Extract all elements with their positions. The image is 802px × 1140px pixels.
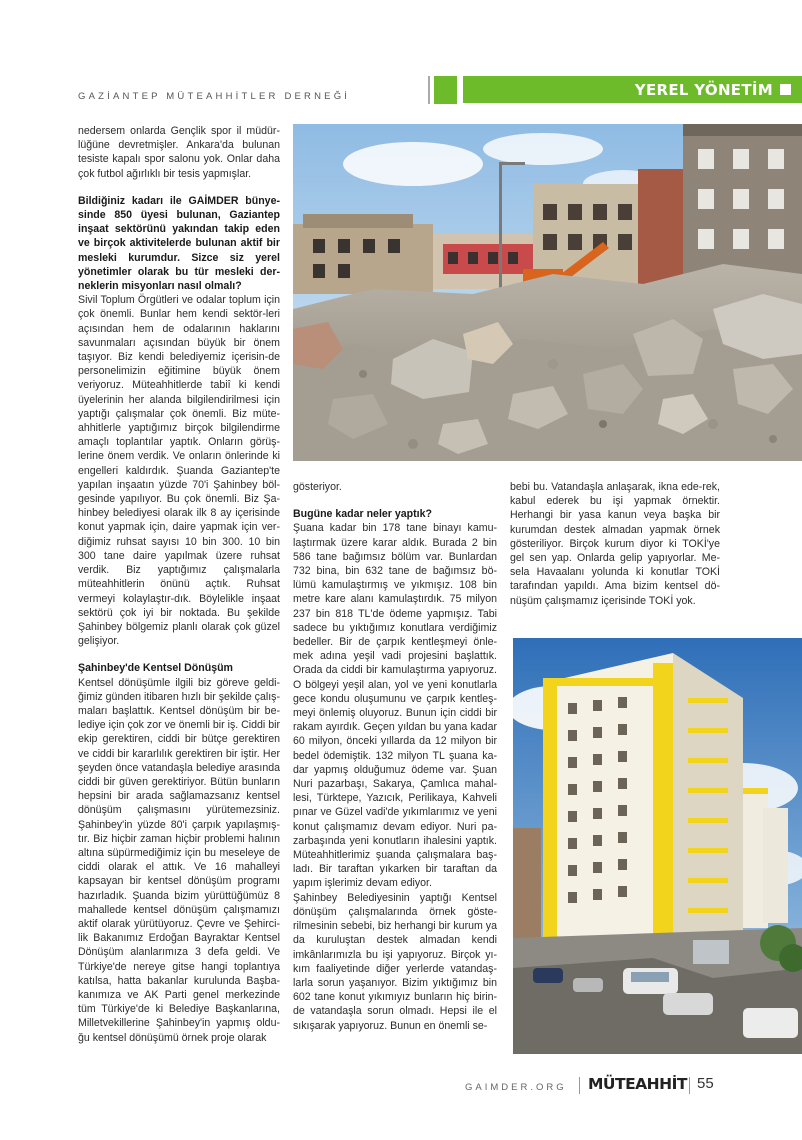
square-icon bbox=[780, 84, 791, 95]
header-divider bbox=[428, 76, 430, 104]
association-name: GAZİANTEP MÜTEAHHİTLER DERNEĞİ bbox=[78, 91, 351, 102]
header-accent-block bbox=[434, 76, 457, 104]
apartments-photo bbox=[513, 638, 802, 1054]
footer-website: GAIMDER.ORG bbox=[465, 1082, 567, 1093]
article-column-1 bbox=[78, 124, 280, 1045]
demolition-photo bbox=[293, 124, 802, 461]
footer-divider bbox=[579, 1077, 580, 1094]
answer-paragraph: Sivil Toplum Örgütleri ve odalar toplum için çok önemli. Bunlar hem kendi sektör-leri açısından hem de odalarının haklarını savunmaları açısından büyük bir önem taşıyor. Biz kendi belediyemiz içerisin-de personelimizin eğitimine büyük önem veriyoruz. Müteahhitlerde tabiî ki kendi üyelerinin her alanda bilgilendirilmesi için yaptığı çalışmalar çok önemli. Biz müte-ahhitlerle yaptığımız birçok bilgilendirme amaçlı toplantılar yaptık. Onların görüş-lerine önem verdik. Ve onların önlerinde ki engelleri kaldırdık. Şuanda Gaziantep'te yapılan inşaatın yüzde 70'i Şahinbey böl-gesinde yapılıyor. Bu çok önemli. Biz Şa-hinbey belediyesi olarak ilk 8 ay içerisinde konut yapmak için, daire yapmak için ver-diğimiz ruhsat sayısı 10 bin 300. 10 bin 300 tane daire yapılmak üzere ruhsat verdik. Biz yaptığımız çalışmalarla müteahhitlerin önünü açtık. Ruhsat vermeyi kolaylaştır-dık. Böylelikle inşaat sektörü çok iyi bir noktada. Bu şekilde Şahinbey bölgemiz planlı olarak çok güzel gelişiyor. bbox=[78, 294, 280, 648]
urban-transformation-paragraph: Kentsel dönüşümle ilgili biz göreve geldi-ğimiz günden itibaren hızlı bir şekilde çalış-maları başlattık. Kentsel dönüşüm bir be-lediye için çok zor ve önemli bir iş. Ciddi bir ekip gerektiren, ciddi bir bütçe gerektiren ve ciddi bir kararlılık gerektiren bir iştir. Her şeyden önce vatandaşla belediye arasında ciddi bir güven gerektiriyor. Bütün bunların hepsini bir arada sağlamazsanız kentsel dönüşüm çalışmasını yürütemezsiniz. Şahinbey'in yüzde 80'i çarpık yapılaşmış-tır. Biz hiçbir zaman hiçbir problemi halının altına süpürmediğimiz için bu meseleye de ciddi olarak el attık. Ve 16 mahalleyi kapsayan bir kentsel dönüşüm programı hazırladık. Şuanda bizim yürüttüğümüz 8 mahallede kentsel dönüşüm çalışmamızı aktif olarak yürütüyoruz. Çevre ve Şehirci-lik Bakanımız Erdoğan Bayraktar Kentsel Dönüşüm alanlarımıza 3 defa geldi. Ve Türkiye'de nereye gitse hangi toplantıya katılsa, hatta bakanlar kurulunda Başba-kanımıza ve AK Parti genel merkezinde tüm Türkiye'de ki Belediye Başkanlarına, Milletvekillerine Şahinbey'in yapmış oldu-ğu kentsel dönüşümü örnek proje olarak bbox=[78, 676, 280, 1044]
footer-divider bbox=[689, 1077, 690, 1094]
subheading-what-we-did: Bugüne kadar neler yaptık? bbox=[293, 508, 432, 521]
article-column-3 bbox=[510, 480, 720, 608]
section-banner bbox=[463, 76, 802, 103]
subheading-urban-transformation: Şahinbey'de Kentsel Dönüşüm bbox=[78, 662, 233, 675]
intro-paragraph: nedersem onlarda Gençlik spor il müdür-lüğüne devretmişler. Ankara'da bulunan tesiste kapalı spor salonu yok. Onlar daha çok futbol ağırlıklı bir tesis yapmışlar. bbox=[78, 125, 280, 180]
magazine-logo: MÜTEAHHİT bbox=[588, 1075, 687, 1093]
column-3-paragraph: bebi bu. Vatandaşla anlaşarak, ikna ede-rek, kabul ederek bu işi yapmak örnektir. Herhangi bir yasa kanun veya başka bir kurumdan destek almadan yapmak örnek gösteriliyor. Birçok kurum diyor ki TOKİ'ye gel sen yap. Onlarda gelip yapıyorlar. Me-sela Havaalanı yolunda ki konutlar TOKİ tarafından yapıldı. Ama bizim kentsel dö-nüşüm çalışmamız içerisinde TOKİ yok. bbox=[510, 481, 720, 607]
section-title: YEREL YÖNETİM bbox=[634, 80, 773, 99]
what-we-did-paragraph: Şuana kadar bin 178 tane binayı kamu-laştırmak üzere karar aldık. Burada 2 bin 586 tane bağımsız bölüm var. Bunlardan 732 bina, bin 632 tane de bağımsız bö-lümü kamulaştırmış ve yıkmışız. 108 bin metre kare alanı kamulaştırdık. 75 milyon 237 bin 818 TL'de ödeme yapmışız. Tabi sadece bu yıktığımız konutlara verdiğimiz bedeller. Bir de çarpık kentleşmeyi önle-mek adına yeşil vadi projesini başlattık. Orada da ciddi bir kamulaştırma yapıyoruz. O bölgeyi yeşil alan, yol ve yeni konutlarla gece kondu oluşumunu ve çarpık kentleş-meyi önlemiş oluyoruz. Bunun için ciddi bir rakam ayırdık. Geçen yıldan bu yana kadar 60 milyon, önceki yıllarda da 12 milyon bir bedel ödemiştik. 132 milyon TL şuana ka-dar yapmış olduğumuz ödeme var. Şuan Nuri pazarbaşı, Sakarya, Çamlıca mahal-lesi, Türktepe, Yazıcık, Perilikaya, Kahveli pınar ve Güzel vadi'de yıkımlarımız ve yeni konut çalışmamız devam ediyor. Nuri pa-zarbaşında yeni konutların ihalesini yaptık. Müteahhitlerimiz şuanda çalışmalara baş-ladı. Bir taraftan yıkarken bir taraftan da yapım işlerimiz devam ediyor. bbox=[293, 522, 497, 890]
continuation-text: gösteriyor. bbox=[293, 481, 342, 493]
interview-question: Bildiğiniz kadarı ile GAİMDER bünye-sinde 850 üyesi bulunan, Gaziantep inşaat sektörünü yakından takip eden ve birçok aktivitelerde bulunan aktif bir mesleki kurumdur. Sizce siz yerel yönetimler olarak bu tür mesleki der-neklerin misyonları nasıl olmalı? bbox=[78, 194, 280, 293]
toki-paragraph: Şahinbey Belediyesinin yaptığı Kentsel dönüşüm çalışmalarında örnek göste-rilmesinin sebebi, biz herhangi bir kurum ya da kuruluştan destek almadan kendi imkânlarımızla bu işi yapıyoruz. Birçok yı-kım faaliyetinde diğer yerlerde vatandaş-larla sorun yaşanıyor. Bizim yıktığımız bin 602 tane konut yıkımıyız bunların hiç birin-de vatandaşla sorun olmadı. Hepsi ile el sıkışarak yapıyoruz. Bunun en önemli se- bbox=[293, 891, 497, 1032]
article-column-2 bbox=[293, 480, 497, 1033]
page-number: 55 bbox=[697, 1075, 714, 1092]
